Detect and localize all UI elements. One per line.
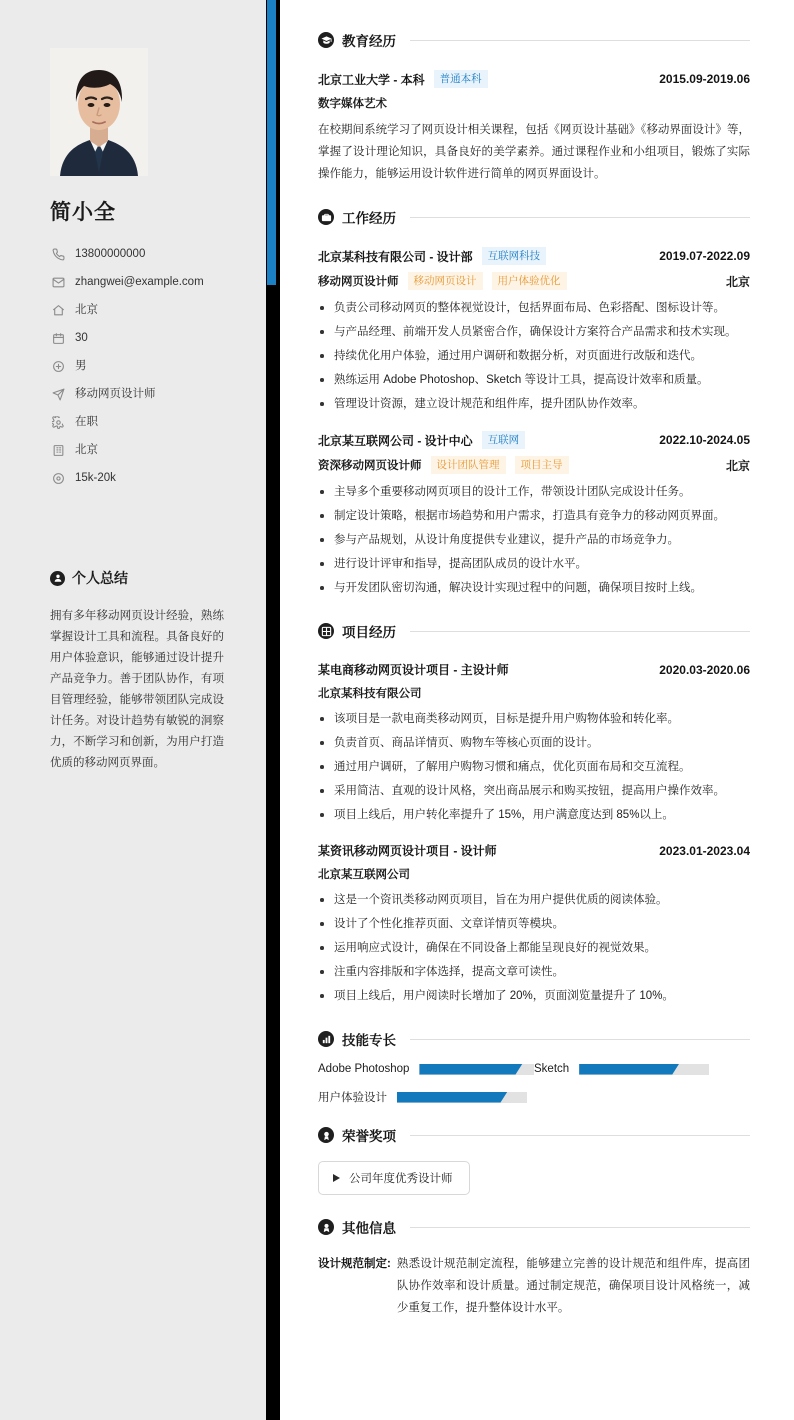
entry-header (318, 431, 750, 449)
contact-item-job-title (50, 380, 266, 408)
major-name: 数字媒体艺术 (318, 98, 387, 110)
bullet-item: 负责公司移动网页的整体视觉设计，包括界面布局、色彩搭配、图标设计等。 (318, 297, 750, 319)
skill-item (318, 1063, 534, 1075)
section-header-education (318, 30, 750, 50)
education-section (318, 30, 750, 185)
summary-title: 个人总结 (72, 570, 128, 586)
work-location: 北京 (725, 274, 750, 289)
role-title: 移动网页设计师 (318, 276, 399, 288)
skill-progress-track (579, 1064, 709, 1075)
bullet-item: 这是一个资讯类移动网页项目，旨在为用户提供优质的阅读体验。 (318, 889, 750, 911)
contact-item-salary (50, 464, 266, 492)
project-company: 北京某科技有限公司 (318, 688, 422, 700)
sidebar (0, 0, 266, 1420)
bullet-item: 与开发团队密切沟通，解决设计实现过程中的问题，确保项目按时上线。 (318, 577, 750, 599)
entry-left (318, 272, 567, 290)
other-info-section (318, 1217, 750, 1319)
section-header-work (318, 207, 750, 227)
section-title: 其他信息 (342, 1221, 396, 1236)
bullet-item: 主导多个重要移动网页项目的设计工作，带领设计团队完成设计任务。 (318, 481, 750, 503)
industry-tag: 互联网科技 (482, 247, 547, 265)
divider (410, 217, 750, 218)
divider (410, 1135, 750, 1136)
bullet-item: 通过用户调研，了解用户购物习惯和痛点，优化页面布局和交互流程。 (318, 756, 750, 778)
work-entry (318, 417, 750, 599)
bullet-item: 与产品经理、前端开发人员紧密合作，确保设计方案符合产品需求和技术实现。 (318, 321, 750, 343)
contact-item-status (50, 408, 266, 436)
entry-left (318, 70, 488, 88)
skills-section (318, 1029, 750, 1119)
mail-icon (50, 274, 66, 290)
money-icon (50, 470, 66, 486)
skill-tag: 用户体验优化 (492, 272, 567, 290)
user-circle-icon (50, 571, 65, 586)
contact-value: 北京 (75, 304, 98, 316)
company-name: 北京某科技有限公司 - 设计部 (318, 249, 473, 264)
project-bullets (318, 708, 750, 826)
phone-icon (50, 246, 66, 262)
portrait-photo-icon (50, 48, 148, 176)
divider (410, 40, 750, 41)
building-icon (50, 442, 66, 458)
section-title: 荣誉奖项 (342, 1129, 396, 1144)
skill-tag: 移动网页设计 (408, 272, 483, 290)
skill-item (534, 1063, 750, 1075)
skill-progress-track (397, 1092, 527, 1103)
projects-section (318, 621, 750, 1007)
contact-item-hometown (50, 296, 266, 324)
divider (410, 1227, 750, 1228)
bullet-item: 运用响应式设计，确保在不同设备上都能呈现良好的视觉效果。 (318, 937, 750, 959)
school-name: 北京工业大学 - 本科 (318, 72, 425, 87)
contact-value: 15k-20k (75, 472, 116, 484)
avatar (50, 48, 148, 176)
skill-tag: 设计团队管理 (431, 456, 506, 474)
contact-item-phone (50, 240, 266, 268)
skill-name: 用户体验设计 (318, 1092, 387, 1104)
role-title: 资深移动网页设计师 (318, 460, 422, 472)
bullet-item: 管理设计资源，建立设计规范和组件库，提升团队协作效率。 (318, 393, 750, 415)
honor-list (318, 1161, 750, 1195)
contact-value: 移动网页设计师 (75, 388, 156, 400)
skill-progress-fill (419, 1064, 522, 1075)
honor-label: 公司年度优秀设计师 (349, 1173, 453, 1185)
contact-value: 男 (75, 360, 87, 372)
contact-list (50, 240, 266, 492)
scrollbar-thumb[interactable] (267, 0, 276, 285)
entry-header (318, 661, 750, 678)
company-name: 北京某互联网公司 - 设计中心 (318, 433, 473, 448)
other-info-value: 熟悉设计规范制定流程，能够建立完善的设计规范和组件库，提高团队协作效率和设计质量。通过制定规范，确保项目设计风格统一，减少重复工作，提升整体设计水平。 (396, 1258, 750, 1314)
divider (410, 631, 750, 632)
project-name: 某电商移动网页设计项目 - 主设计师 (318, 663, 509, 677)
work-bullets (318, 481, 750, 599)
gender-icon (50, 358, 66, 374)
bullet-item: 设计了个性化推荐页面、文章详情页等模块。 (318, 913, 750, 935)
contact-value: 北京 (75, 444, 98, 456)
bullet-item: 项目上线后，用户转化率提升了 15%，用户满意度达到 85%以上。 (318, 804, 750, 826)
calendar-icon (50, 330, 66, 346)
skill-progress-track (419, 1064, 534, 1075)
skills-list (318, 1063, 750, 1119)
section-title: 技能专长 (342, 1033, 396, 1048)
bar-chart-icon (318, 1031, 334, 1047)
honor-badge[interactable] (318, 1161, 470, 1195)
date-range: 2019.07-2022.09 (659, 249, 750, 263)
project-grid-icon (318, 623, 334, 639)
skill-progress-fill (579, 1064, 679, 1075)
other-info-item (318, 1253, 750, 1319)
skill-name: Adobe Photoshop (318, 1063, 410, 1075)
education-entry (318, 56, 750, 185)
page-title: 简小全 (50, 201, 116, 224)
contact-value: 13800000000 (75, 248, 146, 260)
bullet-item: 该项目是一款电商类移动网页，目标是提升用户购物体验和转化率。 (318, 708, 750, 730)
role-row (318, 456, 750, 474)
bullet-item: 制定设计策略，根据市场趋势和用户需求，打造具有竞争力的移动网页界面。 (318, 505, 750, 527)
role-row (318, 272, 750, 290)
entry-left (318, 431, 525, 449)
entry-header (318, 247, 750, 265)
date-range: 2020.03-2020.06 (659, 662, 750, 677)
date-range: 2022.10-2024.05 (659, 433, 750, 447)
other-info-label: 设计规范制定: (318, 1258, 391, 1270)
section-header-projects (318, 621, 750, 641)
bullet-item: 参与产品规划，从设计角度提供专业建议，提升产品的市场竞争力。 (318, 529, 750, 551)
work-location: 北京 (725, 458, 750, 473)
education-description: 在校期间系统学习了网页设计相关课程，包括《网页设计基础》《移动界面设计》等，掌握了设计理论知识，具备良好的美学素养。通过课程作业和小组项目，锻炼了实际操作能力，能够运用设计软件进行简单的网页界面设计。 (318, 124, 750, 180)
skill-progress-fill (397, 1092, 508, 1103)
send-icon (50, 386, 66, 402)
entry-left (318, 247, 546, 265)
skill-tag: 项目主导 (515, 456, 569, 474)
bullet-item: 进行设计评审和指导，提高团队成员的设计水平。 (318, 553, 750, 575)
entry-left (318, 456, 569, 474)
contact-item-email (50, 268, 266, 296)
contact-value: zhangwei@example.com (75, 276, 204, 288)
bullet-item: 项目上线后，用户阅读时长增加了 20%，页面浏览量提升了 10%。 (318, 985, 750, 1007)
status-icon (50, 414, 66, 430)
industry-tag: 互联网 (482, 431, 526, 449)
project-company: 北京某互联网公司 (318, 869, 410, 881)
contact-value: 30 (75, 332, 88, 344)
bullet-item: 注重内容排版和字体选择，提高文章可读性。 (318, 961, 750, 983)
award-icon (318, 1127, 334, 1143)
section-title: 教育经历 (342, 34, 396, 49)
section-header-other (318, 1217, 750, 1237)
contact-value: 在职 (75, 416, 98, 428)
bullet-item: 持续优化用户体验，通过用户调研和数据分析，对页面进行改版和迭代。 (318, 345, 750, 367)
contact-item-age (50, 324, 266, 352)
entry-header (318, 842, 750, 859)
contact-item-gender (50, 352, 266, 380)
degree-tag: 普通本科 (434, 70, 488, 88)
entry-header (318, 70, 750, 88)
project-entry (318, 828, 750, 1007)
divider (410, 1039, 750, 1040)
graduation-cap-icon (318, 32, 334, 48)
skill-item (318, 1089, 534, 1105)
work-entry (318, 233, 750, 415)
bullet-item: 熟练运用 Adobe Photoshop、Sketch 等设计工具，提高设计效率和质量。 (318, 369, 750, 391)
section-header-skills (318, 1029, 750, 1049)
honors-section (318, 1125, 750, 1195)
project-entry (318, 647, 750, 826)
project-name: 某资讯移动网页设计项目 - 设计师 (318, 844, 497, 858)
bullet-item: 采用简洁、直观的设计风格，突出商品展示和购买按钮，提高用户操作效率。 (318, 780, 750, 802)
briefcase-icon (318, 209, 334, 225)
contact-item-workplace (50, 436, 266, 464)
bullet-item: 负责首页、商品详情页、购物车等核心页面的设计。 (318, 732, 750, 754)
summary-header (50, 568, 224, 588)
scrollbar-track[interactable] (266, 0, 280, 1420)
project-bullets (318, 889, 750, 1007)
play-triangle-icon (333, 1174, 340, 1182)
summary-text: 拥有多年移动网页设计经验，熟练掌握设计工具和流程。具备良好的用户体验意识，能够通过设计提升产品竞争力。善于团队协作，有项目管理经验，能够带领团队完成设计任务。对设计趋势有敏锐的洞察力，不断学习和创新，为用户打造优质的移动网页界面。 (50, 610, 224, 769)
main-content (266, 0, 794, 1420)
home-icon (50, 302, 66, 318)
info-badge-icon (318, 1219, 334, 1235)
work-bullets (318, 297, 750, 415)
skill-name: Sketch (534, 1063, 570, 1075)
section-title: 工作经历 (342, 211, 396, 226)
section-header-honors (318, 1125, 750, 1145)
work-section (318, 207, 750, 599)
date-range: 2023.01-2023.04 (659, 843, 750, 858)
date-range: 2015.09-2019.06 (659, 72, 750, 86)
personal-summary-section (50, 568, 224, 774)
section-title: 项目经历 (342, 625, 396, 640)
